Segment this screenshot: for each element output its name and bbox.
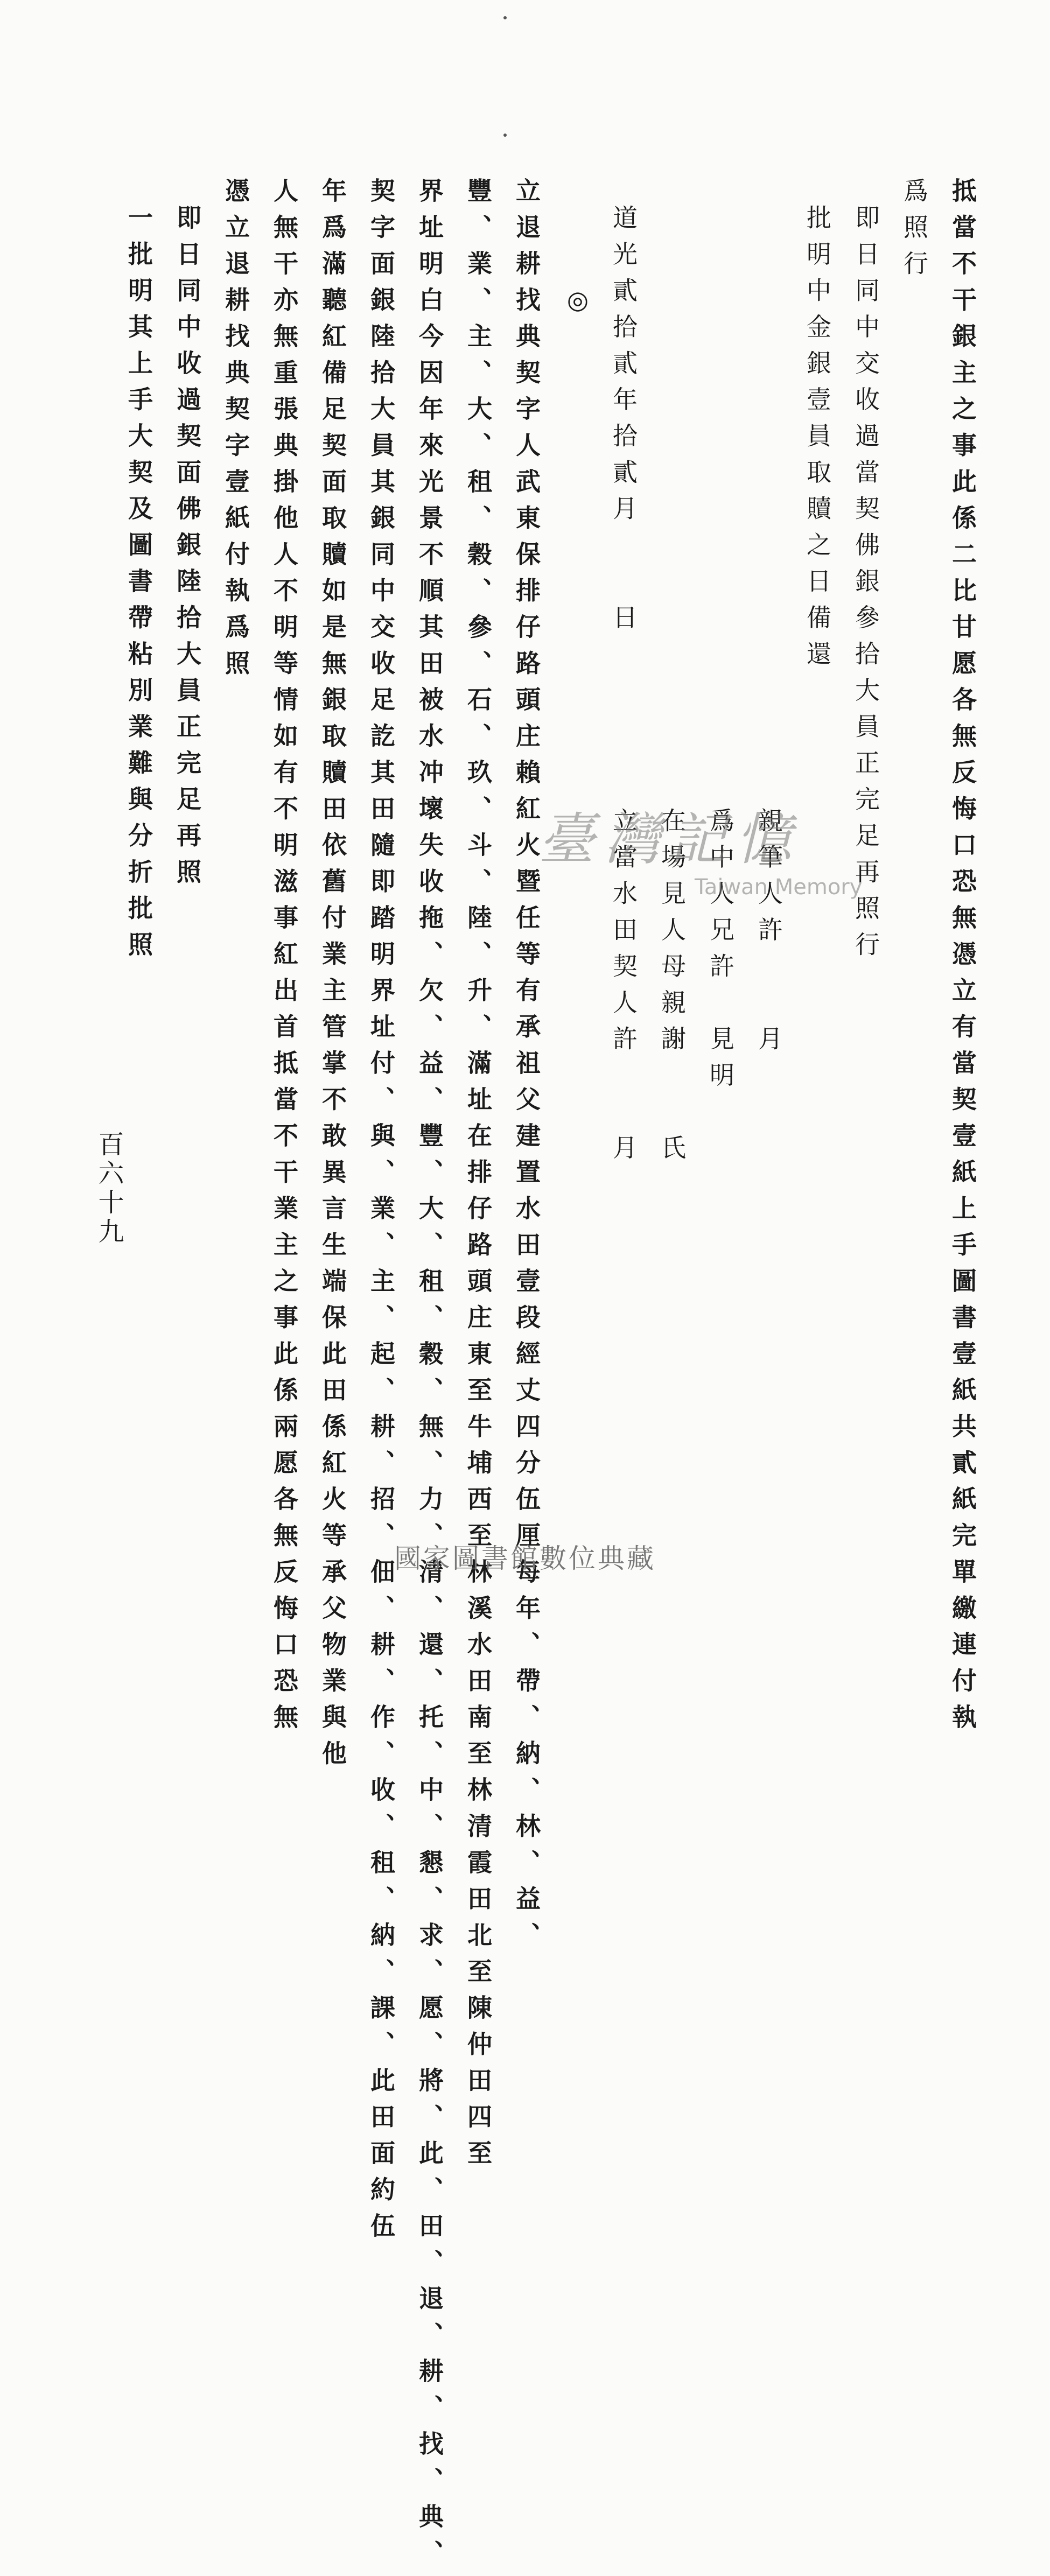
text-column-11: 立退耕找典契字人武東保排仔路頭庄賴紅火暨任等有承祖父建置水田壹段經丈四分伍厘每年、帶、納、林、益、 [512,178,541,1959]
signature-line-contractor: 立當水田契人許 月 [609,808,638,1171]
text-column-19: 一批明其上手大契及圖書帶粘別業難與分折批照 [124,205,153,968]
signature-line-witness: 在場見人母親謝 氏 [657,808,687,1171]
text-column-17: 憑立退耕找典契字壹紙付執爲照 [221,178,250,686]
text-column-14: 契字面銀陸拾大員其銀同中交收足訖其田隨即踏明界址付、與、業、主、起、耕、招、佃、耕、作、收、租、納、課、此田面約伍 [367,178,396,2249]
signature-line-middleman: 爲中人兄許 見明 [706,808,735,1098]
footer-credit: 國家圖書館數位典藏 [394,1543,656,1574]
text-column-12: 豐、業、主、大、租、穀、參、石、玖、斗、陸、升、滿址在排仔路頭庄東至牛埔西至林溪水田南至林清霞田北至陳仲田四至 [464,178,493,2177]
text-column-13: 界址明白今因年來光景不順其田被水冲壞失收拖、欠、益、豐、大、租、穀、無、力、清、還、托、中、懇、求、愿、將、此、田、退、耕、找、典、 [415,178,444,2576]
text-column-4: 批明中金銀壹員取贖之日備還 [803,205,832,677]
text-column-2: 爲照行 [900,178,929,287]
text-column-3: 即日同中交收過當契佛銀參拾大員正完足再照行 [851,205,880,968]
page-number: 百六十九 [94,1131,124,1247]
date-line: 道光貳拾貳年拾貳月 日 [609,205,638,641]
signature-line-writer: 親筆人許 月 [754,808,783,1062]
scan-dot [503,16,507,19]
text-column-18: 即日同中收過契面佛銀陸拾大員正完足再照 [173,205,202,895]
watermark-english: Taiwan Memory [695,875,863,900]
scan-dot [503,134,507,137]
section-mark: ◎ [563,285,592,326]
text-column-15: 年爲滿聽紅備足契面取贖如是無銀取贖田依舊付業主管掌不敢異言生端保此田係紅火等承父物業與他 [318,178,347,1777]
watermark-chinese: 臺灣記憶 [538,806,802,872]
watermark [538,794,883,918]
text-column-1: 抵當不干銀主之事此係二比甘愿各無反悔口恐無憑立有當契壹紙上手圖書壹紙共貳紙完單繳連付執 [948,178,977,1740]
text-column-16: 人無干亦無重張典掛他人不明等情如有不明滋事紅出首抵當不干業主之事此係兩愿各無反悔口恐無 [270,178,299,1740]
